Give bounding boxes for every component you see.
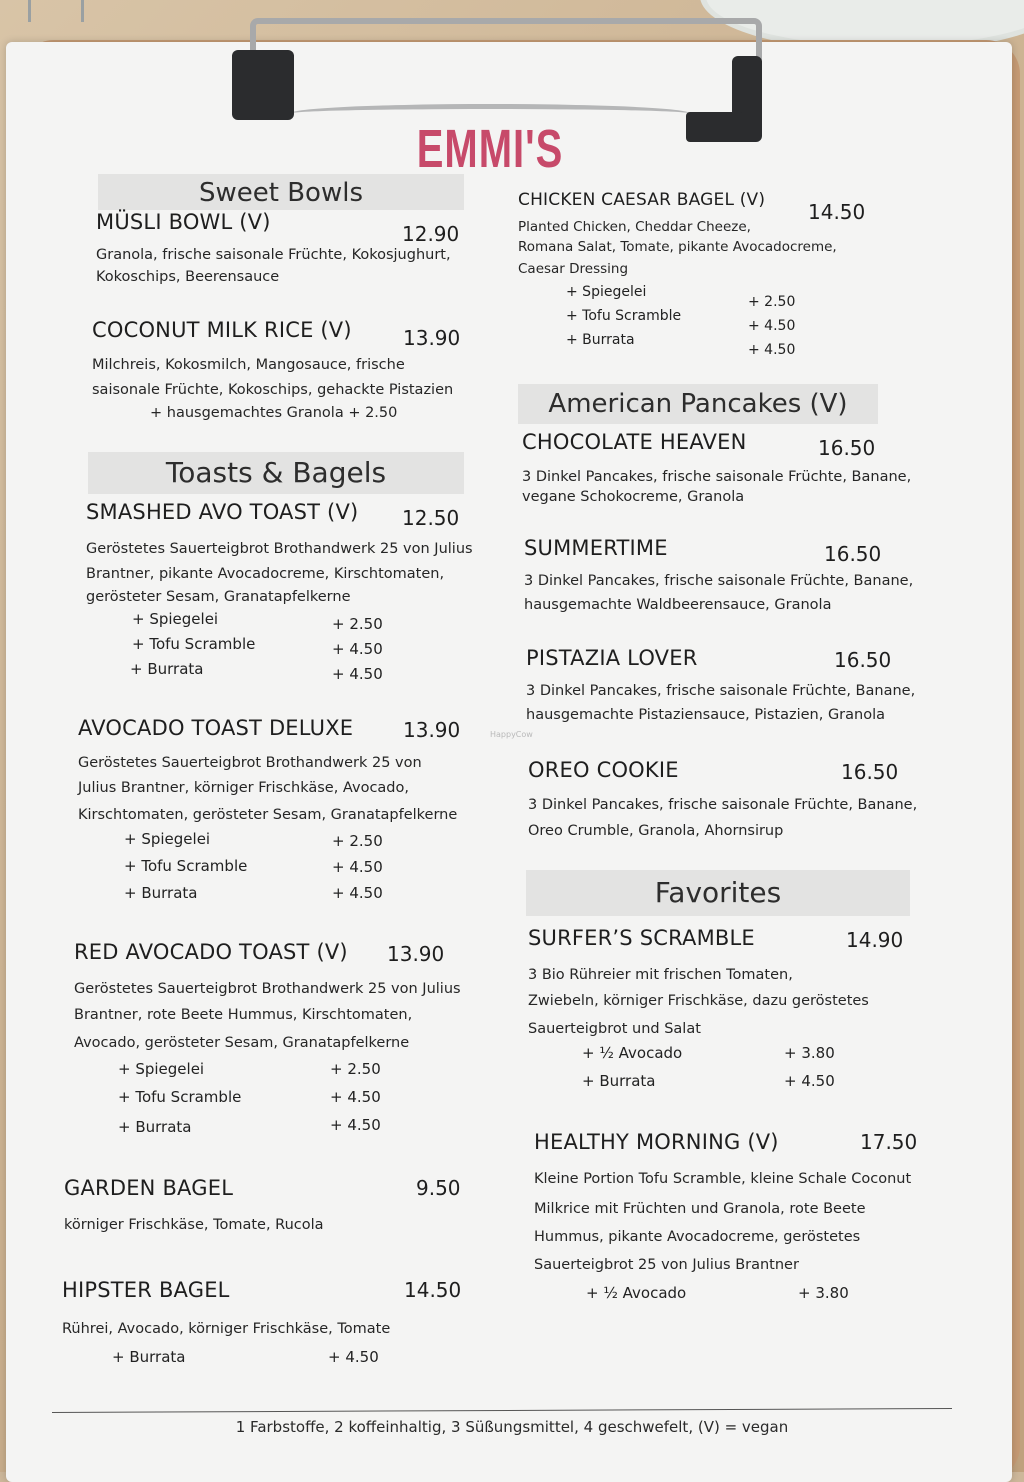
item-price: 16.50 (834, 648, 892, 672)
addon-label: + ½ Avocado (582, 1044, 683, 1062)
item-desc-2: Brantner, pikante Avocadocreme, Kirschtomaten, (86, 566, 445, 582)
item-name: RED AVOCADO TOAST (V) (74, 940, 348, 964)
clip-right-foot (686, 112, 744, 142)
item-name: MÜSLI BOWL (V) (96, 210, 271, 234)
item-name: HEALTHY MORNING (V) (534, 1130, 779, 1154)
addon-label: + Tofu Scramble (124, 857, 248, 875)
addon-label: + Spiegelei (124, 830, 211, 848)
item-desc-1: Rührei, Avocado, körniger Frischkäse, Tomate (62, 1321, 391, 1337)
item-desc-2: Zwiebeln, körniger Frischkäse, dazu geröstetes (528, 993, 869, 1009)
fork (28, 0, 84, 22)
addon-price: + 4.50 (332, 665, 383, 683)
item-price: 16.50 (841, 760, 899, 784)
item-desc-1: Geröstetes Sauerteigbrot Brothandwerk 25 von Julius (86, 541, 473, 557)
item-desc-1: 3 Dinkel Pancakes, frische saisonale Früchte, Banane, (528, 797, 918, 813)
item-desc-3: + hausgemachtes Granola + 2.50 (150, 405, 398, 421)
item-desc-1: Granola, frische saisonale Früchte, Kokosjughurt, (96, 247, 451, 263)
addon-label: + Burrata (112, 1348, 186, 1366)
item-desc-3: Sauerteigbrot und Salat (528, 1021, 701, 1037)
item-name: COCONUT MILK RICE (V) (92, 318, 352, 342)
item-desc-2: saisonale Früchte, Kokoschips, gehackte Pistazien (92, 382, 454, 398)
addon-label: + Spiegelei (132, 610, 219, 628)
item-desc-1: Geröstetes Sauerteigbrot Brothandwerk 25 von Julius (74, 981, 461, 997)
item-price: 14.90 (846, 928, 904, 952)
item-price: 13.90 (403, 326, 461, 350)
item-price: 13.90 (403, 718, 461, 742)
section-header-toasts: Toasts & Bagels (88, 452, 464, 494)
addon-price: + 4.50 (330, 1116, 381, 1134)
addon-price: + 4.50 (748, 342, 796, 358)
item-desc-1: 3 Dinkel Pancakes, frische saisonale Früchte, Banane, (522, 469, 912, 485)
footer-legend: 1 Farbstoffe, 2 koffeinhaltig, 3 Süßungsmittel, 4 geschwefelt, (V) = vegan (235, 1418, 789, 1436)
addon-label: + ½ Avocado (586, 1284, 687, 1302)
addon-price: + 4.50 (330, 1088, 381, 1106)
addon-label: + Burrata (130, 660, 204, 678)
addon-price: + 4.50 (784, 1072, 835, 1090)
item-desc-2: hausgemachte Waldbeerensauce, Granola (524, 597, 832, 613)
addon-price: + 4.50 (332, 858, 383, 876)
item-name: CHICKEN CAESAR BAGEL (V) (518, 190, 766, 210)
item-price: 12.50 (402, 506, 460, 530)
item-name: AVOCADO TOAST DELUXE (78, 716, 354, 740)
item-price: 14.50 (404, 1278, 462, 1302)
addon-label: + Tofu Scramble (566, 308, 682, 324)
addon-price: + 2.50 (332, 832, 383, 850)
clip-bar (250, 18, 762, 64)
item-price: 17.50 (860, 1130, 918, 1154)
item-desc-1: 3 Dinkel Pancakes, frische saisonale Früchte, Banane, (526, 683, 916, 699)
section-header-sweet-bowls: Sweet Bowls (98, 174, 464, 210)
item-price: 16.50 (818, 436, 876, 460)
item-desc-4: Sauerteigbrot 25 von Julius Brantner (534, 1257, 799, 1273)
clip-wire (290, 104, 690, 123)
item-desc-1: Geröstetes Sauerteigbrot Brothandwerk 25 von (78, 755, 422, 771)
addon-label: + Burrata (118, 1118, 192, 1136)
item-desc-2: Milkrice mit Früchten und Granola, rote Beete (534, 1201, 866, 1217)
addon-price: + 2.50 (332, 615, 383, 633)
item-name: SMASHED AVO TOAST (V) (86, 500, 359, 524)
clip-left-hinge (232, 50, 294, 120)
section-header-favorites: Favorites (526, 870, 910, 916)
item-desc-3: Avocado, gerösteter Sesam, Granatapfelkerne (74, 1035, 410, 1051)
item-name: GARDEN BAGEL (64, 1176, 234, 1200)
addon-price: + 3.80 (798, 1284, 849, 1302)
item-desc-1: körniger Frischkäse, Tomate, Rucola (64, 1217, 324, 1233)
item-desc-1: Kleine Portion Tofu Scramble, kleine Schale Coconut (534, 1171, 912, 1187)
item-desc-1: Milchreis, Kokosmilch, Mangosauce, frische (92, 357, 405, 373)
item-desc-2: Oreo Crumble, Granola, Ahornsirup (528, 823, 784, 839)
item-price: 12.90 (402, 222, 460, 246)
item-name: SUMMERTIME (524, 536, 668, 560)
item-desc-2: vegane Schokocreme, Granola (522, 489, 745, 505)
addon-label: + Burrata (124, 884, 198, 902)
item-name: OREO COOKIE (528, 758, 679, 782)
addon-price: + 2.50 (330, 1060, 381, 1078)
item-name: HIPSTER BAGEL (62, 1278, 230, 1302)
addon-price: + 3.80 (784, 1044, 835, 1062)
item-desc-3: gerösteter Sesam, Granatapfelkerne (86, 589, 351, 605)
addon-price: + 4.50 (328, 1348, 379, 1366)
item-desc-1: 3 Bio Rühreier mit frischen Tomaten, (528, 967, 793, 983)
addon-label: + Tofu Scramble (132, 635, 256, 653)
watermark: HappyCow (490, 730, 533, 739)
item-price: 16.50 (824, 542, 882, 566)
item-desc-2: Brantner, rote Beete Hummus, Kirschtomaten, (74, 1007, 413, 1023)
item-desc-2: Julius Brantner, körniger Frischkäse, Avocado, (78, 780, 409, 796)
addon-price: + 4.50 (332, 884, 383, 902)
addon-label: + Burrata (582, 1072, 656, 1090)
item-desc-1: Planted Chicken, Cheddar Cheeze, (518, 219, 751, 235)
item-price: 9.50 (416, 1176, 461, 1200)
addon-label: + Tofu Scramble (118, 1088, 242, 1106)
item-price: 13.90 (387, 942, 445, 966)
item-desc-2: Kokoschips, Beerensauce (96, 269, 280, 285)
item-name: SURFER’S SCRAMBLE (528, 926, 755, 950)
item-desc-2: hausgemachte Pistaziensauce, Pistazien, Granola (526, 707, 886, 723)
item-name: PISTAZIA LOVER (526, 646, 698, 670)
addon-label: + Burrata (566, 332, 635, 348)
section-header-pancakes: American Pancakes (V) (518, 384, 878, 424)
addon-label: + Spiegelei (118, 1060, 205, 1078)
item-name: CHOCOLATE HEAVEN (522, 430, 747, 454)
addon-label: + Spiegelei (566, 284, 647, 300)
item-desc-3: Hummus, pikante Avocadocreme, geröstetes (534, 1229, 861, 1245)
item-desc-3: Kirschtomaten, gerösteter Sesam, Granatapfelkerne (78, 807, 458, 823)
restaurant-logo: EMMI'S (416, 119, 564, 174)
addon-price: + 4.50 (748, 318, 796, 334)
item-desc-2: Romana Salat, Tomate, pikante Avocadocreme, (518, 239, 837, 255)
item-desc-1: 3 Dinkel Pancakes, frische saisonale Früchte, Banane, (524, 573, 914, 589)
addon-price: + 4.50 (332, 640, 383, 658)
item-price: 14.50 (808, 200, 866, 224)
addon-price: + 2.50 (748, 294, 796, 310)
item-desc-3: Caesar Dressing (518, 261, 629, 277)
